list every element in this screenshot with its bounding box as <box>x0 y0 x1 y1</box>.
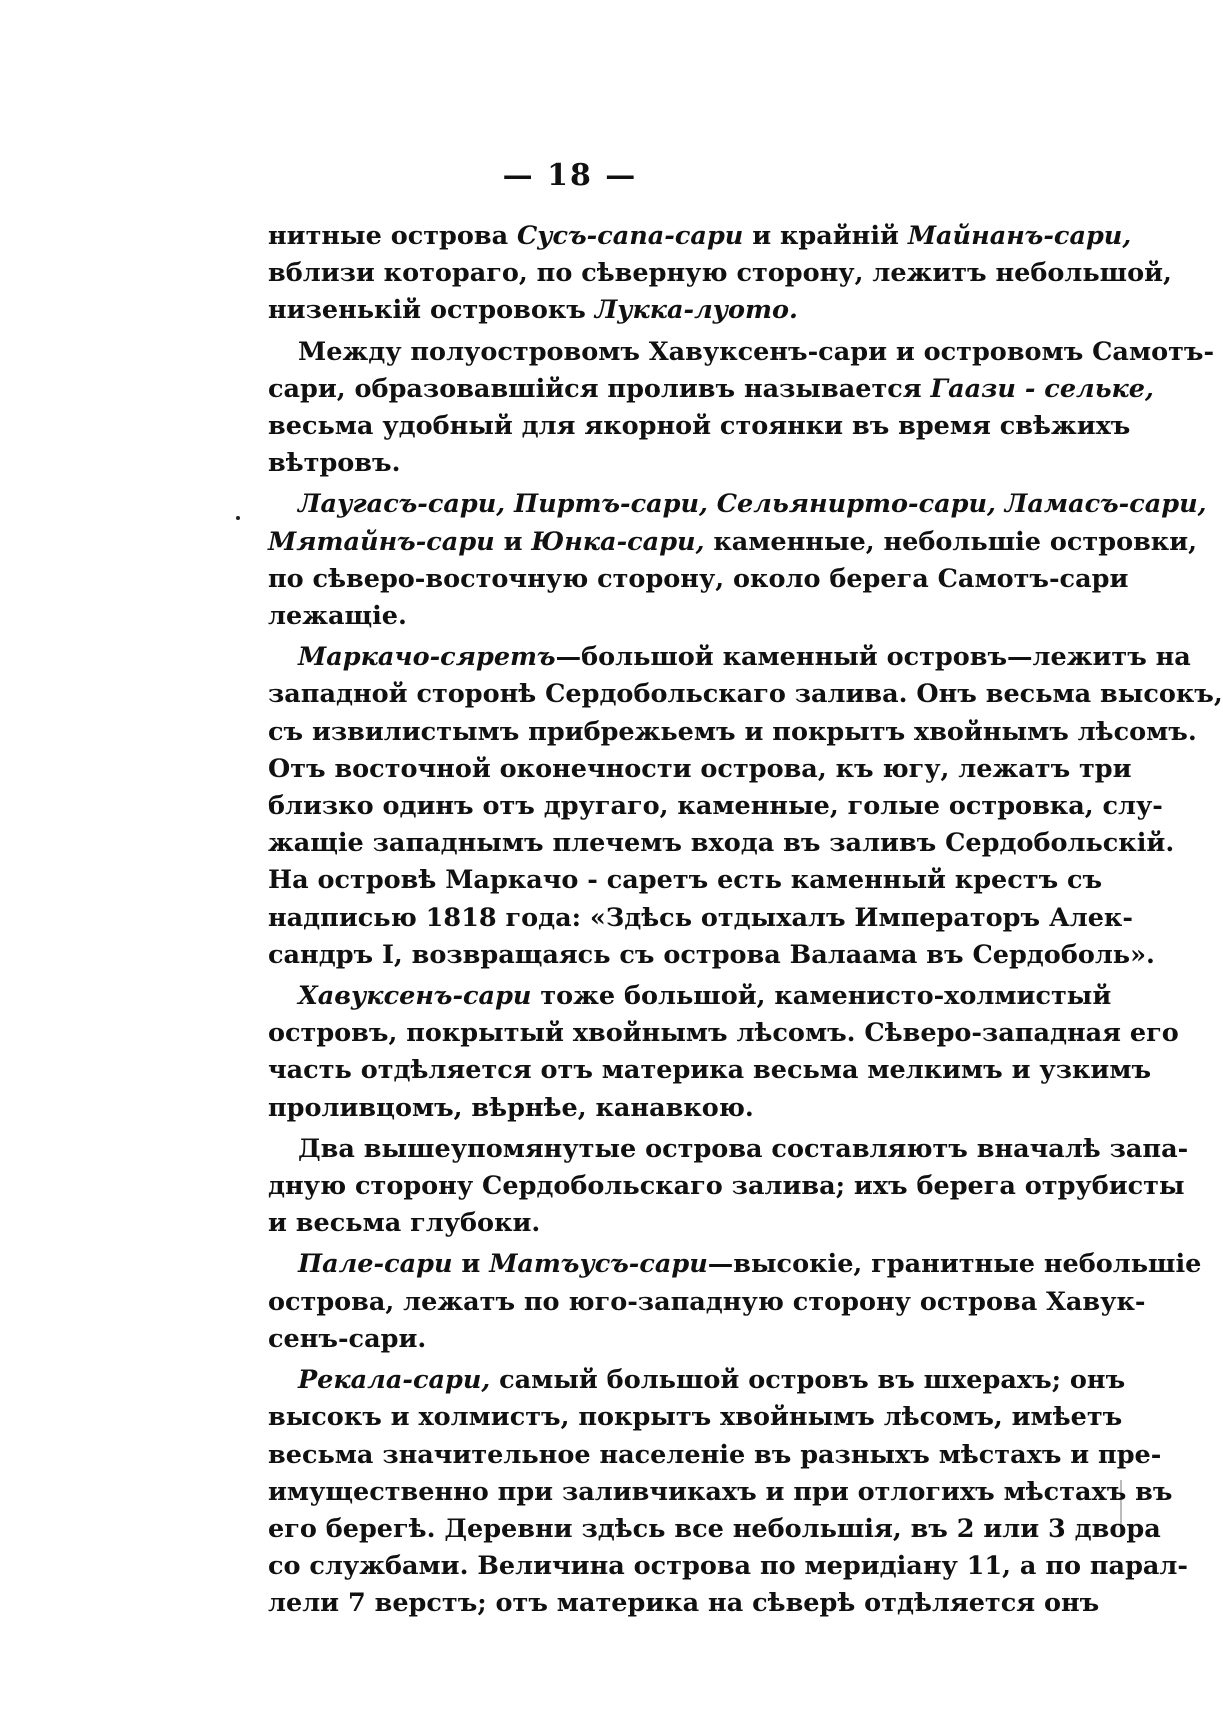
text-run: —высокіе, гранитные небольшіе <box>707 1249 1202 1280</box>
text-line <box>268 445 1040 482</box>
text-line <box>268 714 1197 751</box>
text-line <box>268 1321 1040 1358</box>
text-line <box>268 751 1132 788</box>
text-line <box>268 1437 1162 1474</box>
paragraph <box>268 639 1223 974</box>
text-run: надписью 1818 года: «Здѣсь отдыхалъ Императоръ Алек- <box>268 902 1133 933</box>
text-line <box>268 1399 1123 1436</box>
text-run: и весьма глубоки. <box>268 1208 541 1239</box>
text-run: имущественно при заливчикахъ и при отлогихъ мѣстахъ въ <box>268 1476 1173 1507</box>
text-run: и <box>494 526 532 557</box>
italic-place-name: Рекала-сари, <box>298 1365 491 1396</box>
text-line <box>268 371 1154 408</box>
text-line <box>268 639 1191 676</box>
text-line <box>268 1284 1146 1321</box>
text-line <box>268 1511 1161 1548</box>
text-line <box>268 486 1207 523</box>
italic-place-name: Майнанъ-сари, <box>907 221 1132 251</box>
text-run: сенъ-сари. <box>268 1323 427 1354</box>
text-line <box>268 978 1112 1015</box>
text-run: Отъ восточной оконечности острова, къ югу, лежатъ три <box>268 753 1132 784</box>
italic-place-name: Пале-сари <box>298 1249 453 1280</box>
text-run: лежащіе. <box>268 601 407 632</box>
text-run: и крайній <box>743 221 908 251</box>
text-line <box>268 334 1215 371</box>
text-run: сандръ I, возвращаясь съ острова Валаама въ Сердоболь». <box>268 939 1155 970</box>
body-text <box>268 218 1223 1623</box>
text-run: вблизи котораго, по сѣверную сторону, лежитъ небольшой, <box>268 258 1172 289</box>
text-run: весьма удобный для якорной стоянки въ время свѣжихъ <box>268 411 1131 442</box>
text-run: На островѣ Маркачо - саретъ есть каменный крестъ съ <box>268 865 1103 896</box>
text-run: Два вышеупомянутые острова составляютъ вначалѣ запа- <box>298 1133 1189 1164</box>
text-line <box>268 1362 1126 1399</box>
text-run: весьма значительное населеніе въ разныхъ мѣстахъ и пре- <box>268 1439 1162 1470</box>
text-line <box>268 218 1132 255</box>
italic-place-name: Мятайнъ-сари <box>268 526 495 557</box>
text-line <box>268 292 1040 329</box>
text-run: вѣтровъ. <box>268 448 401 479</box>
text-line <box>268 1474 1173 1511</box>
text-line <box>268 561 1129 598</box>
italic-place-name: Юнка-сари, <box>531 526 705 557</box>
text-line <box>268 1090 1040 1127</box>
text-line <box>268 1015 1179 1052</box>
text-line <box>268 1246 1202 1283</box>
text-line <box>268 900 1133 937</box>
text-run: дную сторону Сердобольскаго залива; ихъ берега отрубисты <box>268 1171 1185 1202</box>
italic-place-name: Матъусъ-сари <box>489 1249 708 1280</box>
text-line <box>268 1548 1188 1585</box>
italic-place-name: Маркачо-сяретъ <box>298 642 556 673</box>
text-line <box>268 1585 1100 1622</box>
paragraph <box>268 218 1172 330</box>
text-line <box>268 676 1223 713</box>
italic-place-name: Сусъ-сапа-сари <box>517 221 744 251</box>
italic-place-name: Лукка-луото. <box>594 295 798 326</box>
text-run: острова, лежатъ по юго-западную сторону острова Хавук- <box>268 1286 1146 1317</box>
text-line <box>268 825 1175 862</box>
text-line <box>268 255 1172 292</box>
text-line <box>268 1052 1152 1089</box>
text-line <box>268 862 1103 899</box>
text-run: съ извилистымъ прибрежьемъ и покрытъ хвойнымъ лѣсомъ. <box>268 716 1197 747</box>
text-run: западной сторонѣ Сердобольскаго залива. Онъ весьма высокъ, <box>268 679 1223 710</box>
italic-place-name: Гаази - сельке, <box>930 373 1154 404</box>
text-run: часть отдѣляется отъ материка весьма мелкимъ и узкимъ <box>268 1055 1152 1086</box>
text-run: самый большой островъ въ шхерахъ; онъ <box>490 1365 1126 1396</box>
text-run: близко одинъ отъ другаго, каменные, голые островка, слу- <box>268 791 1163 822</box>
text-run: проливцомъ, вѣрнѣе, канавкою. <box>268 1092 754 1123</box>
text-run: тоже большой, каменисто-холмистый <box>531 981 1112 1012</box>
text-run: его берегѣ. Деревни здѣсь все небольшія, въ 2 или 3 двора <box>268 1513 1161 1544</box>
text-run: —большой каменный островъ—лежитъ на <box>555 642 1191 673</box>
paragraph <box>268 1246 1202 1358</box>
paragraph <box>268 978 1179 1127</box>
text-run: островъ, покрытый хвойнымъ лѣсомъ. Сѣверо-западная его <box>268 1018 1179 1049</box>
text-run: каменные, небольшіе островки, <box>704 526 1197 557</box>
text-run: лели 7 верстъ; отъ материка на сѣверѣ отдѣляется онъ <box>268 1588 1100 1619</box>
margin-dot <box>236 516 240 520</box>
italic-place-name: Лаугасъ-сари, Пиртъ-сари, Сельянирто-сари, Ламасъ-сари, <box>298 489 1207 520</box>
paragraph <box>268 486 1207 635</box>
paragraph <box>268 1131 1189 1243</box>
text-line <box>268 408 1131 445</box>
text-run: сари, образовавшійся проливъ называется <box>268 373 931 404</box>
text-line <box>268 598 1040 635</box>
text-run: низенькій островокъ <box>268 295 595 326</box>
text-run: жащіе западнымъ плечемъ входа въ заливъ Сердобольскій. <box>268 828 1175 859</box>
text-line <box>268 1131 1189 1168</box>
text-run: со службами. Величина острова по меридіану 11, а по парал- <box>268 1551 1188 1582</box>
text-run: Между полуостровомъ Хавуксенъ-сари и островомъ Самотъ- <box>298 336 1215 367</box>
text-run: по сѣверо-восточную сторону, около берега Самотъ-сари <box>268 563 1129 594</box>
text-line <box>268 1168 1185 1205</box>
italic-place-name: Хавуксенъ-сари <box>298 981 532 1012</box>
page-number: — 18 — <box>502 158 638 193</box>
paragraph <box>268 334 1215 483</box>
text-line <box>268 1205 1040 1242</box>
paragraph <box>268 1362 1188 1622</box>
text-run: и <box>452 1249 490 1280</box>
text-line <box>268 937 1155 974</box>
text-line <box>268 788 1163 825</box>
text-line <box>268 524 1197 561</box>
text-run: нитные острова <box>268 221 517 251</box>
text-run: высокъ и холмистъ, покрытъ хвойнымъ лѣсомъ, имѣетъ <box>268 1402 1123 1433</box>
